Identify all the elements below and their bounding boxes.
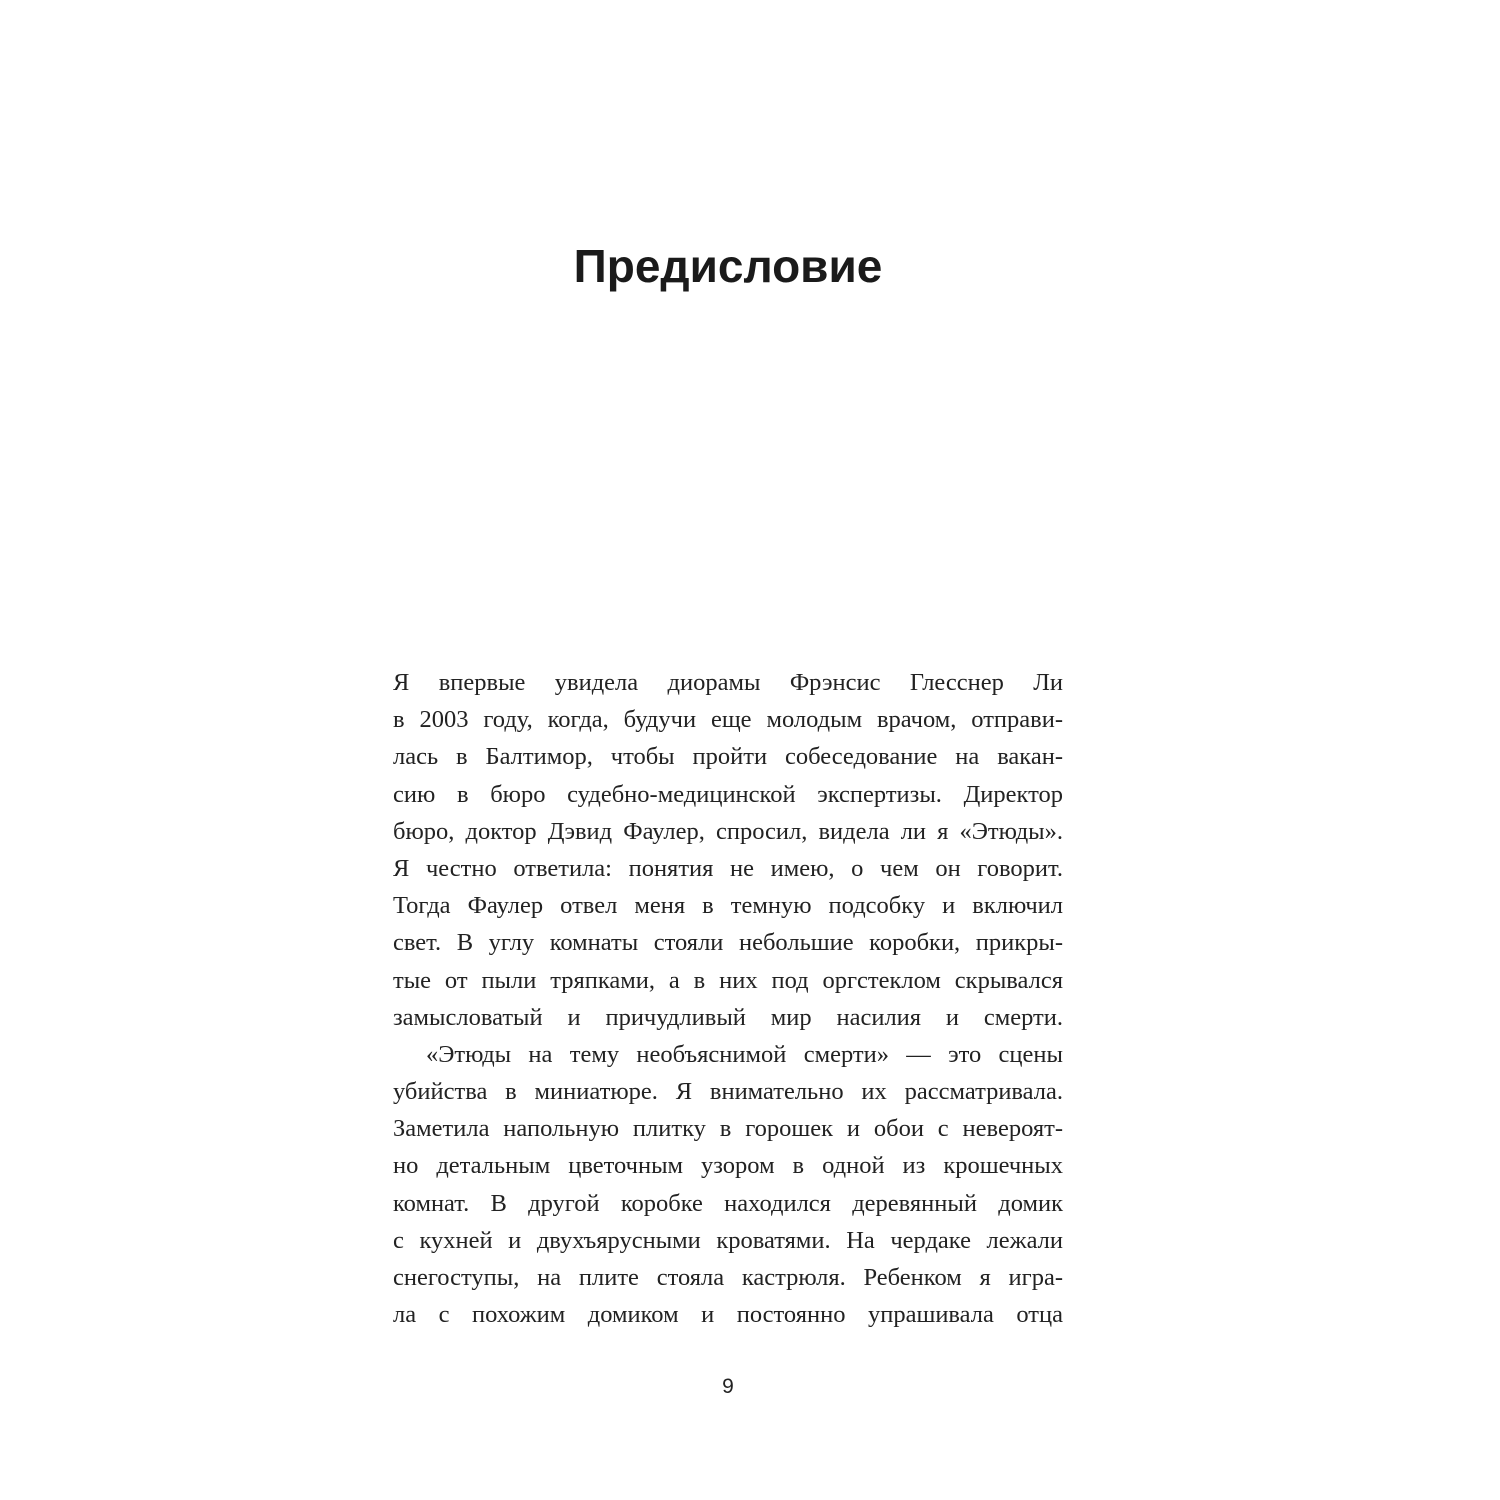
text-line: сию в бюро судебно-медицинской экспертизы. Директор bbox=[393, 780, 1063, 808]
text-line: комнат. В другой коробке находился деревянный домик bbox=[393, 1189, 1063, 1217]
text-line: Заметила напольную плитку в горошек и обои с невероят- bbox=[393, 1115, 1063, 1143]
paragraph-start-line: «Этюды на тему необъяснимой смерти» — это сцены bbox=[426, 1040, 1063, 1068]
page-number: 9 bbox=[722, 1375, 734, 1398]
text-line: Я впервые увидела диорамы Фрэнсис Глесснер Ли bbox=[393, 669, 1063, 696]
text-line: Я честно ответила: понятия не имею, о чем он говорит. bbox=[393, 854, 1063, 882]
text-line: снегоступы, на плите стояла кастрюля. Ребенком я игра- bbox=[393, 1264, 1063, 1291]
text-line: ла с похожим домиком и постоянно упрашивала отца bbox=[393, 1301, 1063, 1329]
text-line: но детальным цветочным узором в одной из крошечных bbox=[393, 1152, 1063, 1180]
text-line: лась в Балтимор, чтобы пройти собеседование на вакан- bbox=[393, 743, 1063, 771]
text-line: замысловатый и причудливый мир насилия и смерти. bbox=[393, 1003, 1063, 1031]
text-line: бюро, доктор Дэвид Фаулер, спросил, видела ли я «Этюды». bbox=[393, 817, 1063, 845]
text-line: свет. В углу комнаты стояли небольшие коробки, прикры- bbox=[393, 929, 1063, 957]
text-line: с кухней и двухъярусными кроватями. На чердаке лежали bbox=[393, 1226, 1063, 1254]
text-line: Тогда Фаулер отвел меня в темную подсобку и включил bbox=[393, 892, 1063, 920]
text-line: тые от пыли тряпками, а в них под оргстеклом скрывался bbox=[393, 966, 1063, 994]
body-text bbox=[393, 664, 1063, 1333]
chapter-title: Предисловие bbox=[573, 240, 883, 292]
text-line: в 2003 году, когда, будучи еще молодым врачом, отправи- bbox=[393, 706, 1063, 734]
text-line: убийства в миниатюре. Я внимательно их рассматривала. bbox=[393, 1078, 1063, 1106]
